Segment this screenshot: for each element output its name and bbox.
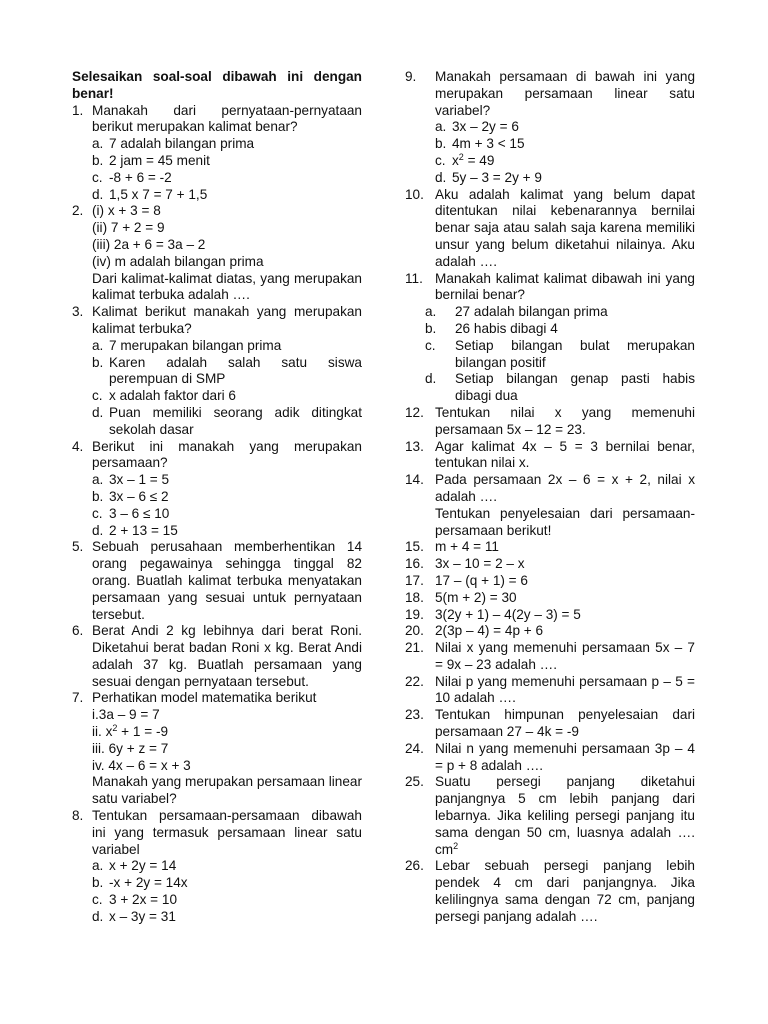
question-number: 16. [405,556,424,572]
option-c [425,338,695,372]
page-title: Selesaikan soal-soal dibawah ini dengan benar! [72,69,362,101]
option-text: 3x – 1 = 5 [109,472,170,488]
question-number: 15. [405,539,424,555]
option-a [92,858,362,875]
option-text: 7 merupakan bilangan prima [109,337,282,353]
option-text: 2 jam = 45 menit [109,152,210,168]
option-text: Puan memiliki seorang adik ditingkat sekolah dasar [109,404,362,437]
option-letter: d. [92,522,104,538]
question-text: Manakah kalimat kalimat dibawah ini yang bernilai benar? [435,270,695,303]
options-q3 [92,338,362,439]
model-iii: iii. 6y + z = 7 [92,740,169,756]
option-text: 27 adalah bilangan prima [455,304,608,320]
question-1 [72,103,362,204]
option-letter: d. [92,404,104,420]
question-13 [405,439,695,473]
model-iv: iv. 4x – 6 = x + 3 [92,757,191,773]
question-11 [405,271,695,305]
option-b [425,321,695,338]
options-q4 [92,472,362,539]
question-4 [72,439,362,540]
question-number: 26. [405,858,424,874]
model-ii: ii. $x^2 + 1 = -9$ [92,723,169,740]
option-letter: d. [92,908,104,924]
question-text: Agar kalimat 4x – 5 = 3 bernilai benar, tentukan nilai x. [435,438,695,471]
question-number: 21. [405,640,424,656]
option-text: x adalah faktor dari 6 [109,388,236,404]
option-text: 3 – 6 ≤ 10 [109,505,170,521]
question-number: 13. [405,438,424,454]
question-15 [405,539,695,556]
option-c [92,506,362,523]
option-letter: a. [425,304,437,320]
option-b [92,489,362,506]
exponent: 2 [453,840,459,851]
question-20 [405,623,695,640]
question-text: Berikut ini manakah yang merupakan persamaan? [92,438,362,471]
question-number: 20. [405,623,424,639]
question-text: 2(3p – 4) = 4p + 6 [435,623,544,639]
question-text: 5(m + 2) = 30 [435,589,517,605]
option-letter: b. [425,320,437,336]
question-number: 11. [405,270,423,286]
question-24 [405,741,695,775]
option-d [92,523,362,540]
question-text: Perhatikan model matematika berikut [92,690,317,706]
option-text: 3 + 2x = 10 [109,892,178,908]
question-text: 3(2y + 1) – 4(2y – 3) = 5 [435,606,581,622]
option-a [92,136,362,153]
option-text: x – 3y = 31 [109,908,176,924]
option-letter: a. [92,858,104,874]
question-26 [405,858,695,925]
option-text: 26 habis dibagi 4 [455,320,558,336]
option-text: Setiap bilangan bulat merupakan bilangan positif [455,337,695,370]
question-text-2: Manakah yang merupakan persamaan linear satu variabel? [92,774,362,807]
option-text: 5y – 3 = 2y + 9 [452,169,542,185]
option-d [92,909,362,926]
question-text: Nilai x yang memenuhi persamaan 5x – 7 = 9x – 23 adalah …. [435,640,695,672]
exponent: 2 [112,723,118,734]
option-text: $x^2 = 49$ [452,151,495,168]
option-d [92,405,362,439]
option-text: Setiap bilangan genap pasti habis dibagi dua [455,371,695,404]
option-letter: a. [92,337,104,353]
option-d [435,170,695,187]
question-number: 10. [405,186,424,202]
question-text: Nilai p yang memenuhi persamaan p – 5 = 10 adalah …. [435,673,695,706]
statement-ii: (ii) 7 + 2 = 9 [92,220,165,236]
question-number: 7. [72,690,84,706]
question-7 [72,690,362,808]
question-text: Suatu persegi panjang diketahui panjangnya 5 cm lebih panjang dari lebarnya. Jika keliling persegi panjang itu sama dengan 50 cm, luasnya adalah …. $cm^2$ [435,774,695,857]
option-letter: c. [92,505,103,521]
question-17 [405,573,695,590]
question-text: Dari kalimat-kalimat diatas, yang merupakan kalimat terbuka adalah …. [92,270,362,303]
option-letter: c. [92,169,103,185]
question-23 [405,707,695,741]
option-text: -x + 2y = 14x [109,875,188,891]
question-number: 3. [72,304,84,320]
question-2 [72,203,362,304]
question-number: 1. [72,102,84,118]
option-b [92,875,362,892]
question-text: Pada persamaan 2x – 6 = x + 2, nilai x adalah …. [435,472,695,504]
option-text: 4m + 3 < 15 [452,136,525,152]
question-10 [405,187,695,271]
question-number: 25. [405,774,424,790]
options-q9 [435,119,695,186]
option-b [435,136,695,153]
question-text: Tentukan nilai x yang memenuhi persamaan 5x – 12 = 23. [435,404,695,437]
option-letter: b. [92,875,104,891]
question-6 [72,623,362,690]
question-number: 12. [405,404,424,420]
option-c [92,388,362,405]
question-number: 6. [72,623,84,639]
option-d [92,187,362,204]
option-c [92,892,362,909]
option-letter: a. [435,119,447,135]
question-12 [405,405,695,439]
question-22 [405,674,695,708]
option-letter: a. [92,472,104,488]
question-number: 14. [405,472,424,488]
statement-iii: (iii) 2a + 6 = 3a – 2 [92,236,206,252]
question-5 [72,539,362,623]
exponent: 2 [458,151,464,162]
statement-i: (i) x + 3 = 8 [92,203,161,219]
question-14 [405,472,695,539]
question-text: Nilai n yang memenuhi persamaan 3p – 4 = p + 8 adalah …. [435,740,695,773]
option-c [435,153,695,170]
option-letter: b. [435,136,447,152]
option-text: -8 + 6 = -2 [109,169,172,185]
left-column [72,69,362,926]
question-number: 5. [72,539,84,555]
question-number: 24. [405,740,424,756]
question-text: Lebar sebuah persegi panjang lebih pendek 4 cm dari panjangnya. Jika kelilingnya sama dengan 72 cm, panjang persegi panjang adalah …. [435,858,695,924]
option-text: 1,5 x 7 = 7 + 1,5 [109,186,208,202]
option-a [92,472,362,489]
option-letter: a. [92,136,104,152]
question-3 [72,304,362,438]
question-number: 19. [405,606,424,622]
question-number: 4. [72,438,84,454]
option-letter: b. [92,354,104,370]
question-number: 17. [405,572,424,588]
options-q1 [92,136,362,203]
question-number: 22. [405,673,424,689]
options-q8 [92,858,362,925]
question-25 [405,774,695,858]
option-letter: d. [435,169,447,185]
option-letter: c. [92,892,103,908]
question-16 [405,556,695,573]
option-letter: c. [92,388,103,404]
option-d [425,371,695,405]
option-c [92,170,362,187]
question-text: Kalimat berikut manakah yang merupakan kalimat terbuka? [92,304,362,336]
option-a [92,338,362,355]
option-text: 2 + 13 = 15 [109,522,178,538]
question-text: Tentukan persamaan-persamaan dibawah ini yang termasuk persamaan linear satu variabel [92,808,362,857]
option-text: 3x – 2y = 6 [452,119,519,135]
option-a [425,304,695,321]
question-text: Manakah dari pernyataan-pernyataan berikut merupakan kalimat benar? [92,102,362,135]
option-text: 3x – 6 ≤ 2 [109,488,169,504]
option-a [435,119,695,136]
question-18 [405,590,695,607]
instruction: Tentukan penyelesaian dari persamaan-persamaan berikut! [435,505,695,538]
option-letter: d. [92,186,104,202]
option-text: x + 2y = 14 [109,858,177,874]
question-text: Aku adalah kalimat yang belum dapat ditentukan nilai kebenarannya bernilai benar saja atau salah saja karena memiliki unsur yang belum diketahui nilainya. Aku adalah …. [435,186,695,269]
option-letter: d. [425,371,437,387]
question-number: 23. [405,707,424,723]
question-number: 2. [72,203,84,219]
question-text: Sebuah perusahaan memberhentikan 14 orang pegawainya sehingga tinggal 82 orang. Buatlah kalimat terbuka menyatakan persamaan yang sesuai untuk pernyataan tersebut. [92,539,362,622]
question-text: m + 4 = 11 [435,539,499,555]
question-8 [72,808,362,926]
option-letter: b. [92,488,104,504]
option-text: Karen adalah salah satu siswa perempuan di SMP [109,354,362,387]
question-text: Manakah persamaan di bawah ini yang merupakan persamaan linear satu variabel? [435,69,695,118]
options-q11 [405,304,695,405]
question-number: 8. [72,808,84,824]
question-21 [405,640,695,674]
right-column [405,69,695,926]
question-text: Berat Andi 2 kg lebihnya dari berat Roni. Diketahui berat badan Roni x kg. Berat Andi adalah 37 kg. Buatlah persamaan yang sesuai dengan pernyataan tersebut. [92,623,362,689]
question-text: 17 – (q + 1) = 6 [435,572,528,588]
question-9 [405,69,695,187]
model-i: i.3a – 9 = 7 [92,707,160,723]
option-b [92,153,362,170]
option-text: 7 adalah bilangan prima [109,136,255,152]
option-b [92,355,362,389]
question-text: Tentukan himpunan penyelesaian dari persamaan 27 – 4k = -9 [435,707,695,740]
question-text: 3x – 10 = 2 – x [435,556,525,572]
option-letter: c. [425,337,436,353]
question-19 [405,607,695,624]
question-number: 9. [405,69,417,84]
option-letter: c. [435,152,446,168]
option-letter: b. [92,152,104,168]
statement-iv: (iv) m adalah bilangan prima [92,253,264,269]
question-number: 18. [405,589,424,605]
